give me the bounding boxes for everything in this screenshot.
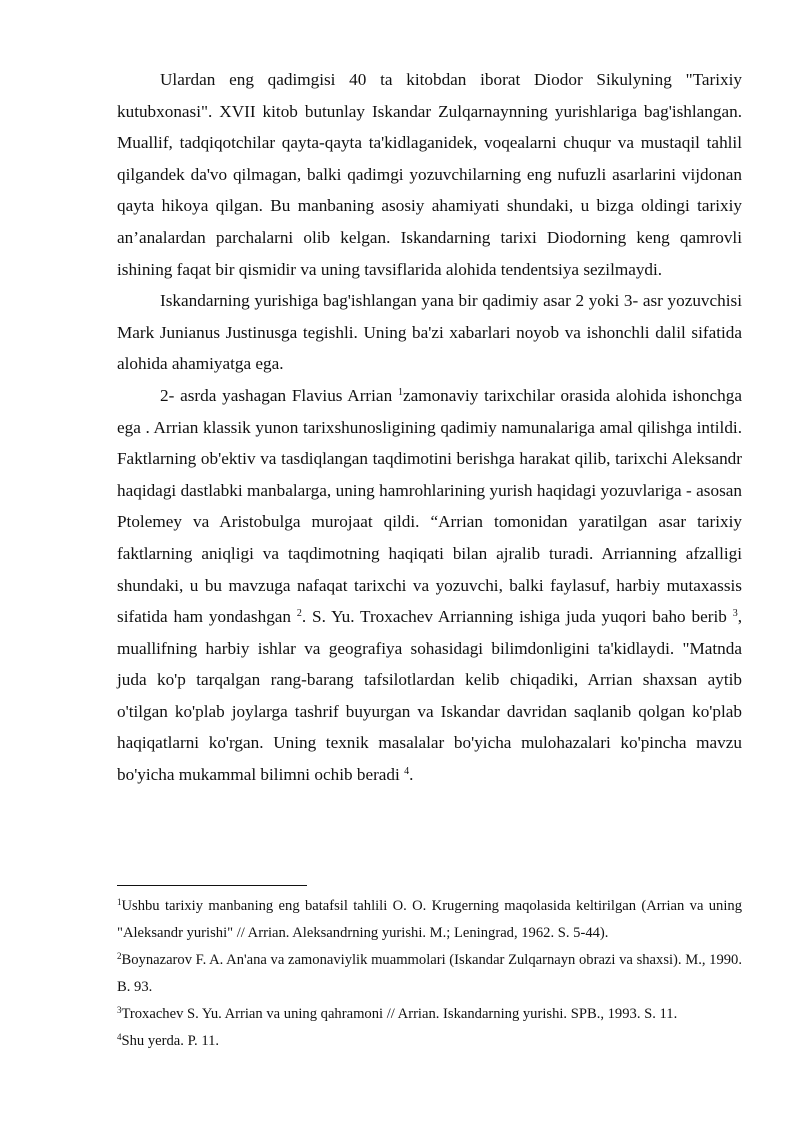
footnote-divider xyxy=(117,885,307,886)
text-run: 2- asrda yashagan Flavius Arrian xyxy=(160,385,398,405)
footnote-ref-1[interactable]: 1 xyxy=(397,386,403,398)
footnote-3 xyxy=(117,1001,742,1028)
text-run: , muallifning harbiy ishlar va geografiya sohasidagi bilimdonligini ta'kidlaydi. "Matnda juda ko'p tarqalgan rang-barang tafsilotlardan kelib chiqadiki, Arrian shaxsan aytib o'tilgan ko'plab joylarga tashrif buyurgan va Iskandar davridan saqlanib qolgan ko'plab haqiqatlarni ko'rgan. Uning texnik masalalar bo'yicha mulohazalari ko'pincha mavzu bo'yicha mukammal bilimni ochib beradi xyxy=(117,607,742,785)
footnote-text: Troxachev S. Yu. Arrian va uning qahramoni // Arrian. Iskandarning yurishi. SPB., 1993. S. 11. xyxy=(121,1006,678,1022)
main-text xyxy=(117,64,742,791)
footnote-ref-2[interactable]: 2 xyxy=(296,608,302,620)
footnote-mark: 4 xyxy=(117,1032,122,1042)
text-run: . S. Yu. Troxachev Arrianning ishiga juda yuqori baho berib xyxy=(301,607,733,627)
footnote-4 xyxy=(117,1028,742,1055)
footnote-mark: 1 xyxy=(117,897,122,907)
footnote-1 xyxy=(117,893,742,947)
footnotes xyxy=(117,893,742,1055)
footnote-text: Shu yerda. P. 11. xyxy=(121,1033,220,1049)
footnote-ref-3[interactable]: 3 xyxy=(732,608,738,620)
footnote-mark: 2 xyxy=(117,951,122,961)
footnote-2 xyxy=(117,947,742,1001)
paragraph-justinus: Iskandarning yurishiga bag'ishlangan yana bir qadimiy asar 2 yoki 3- asr yozuvchisi Mark Junianus Justinusga tegishli. Uning ba'zi xabarlari noyob va ishonchli dalil sifatida alohida ahamiyatga ega. xyxy=(117,291,742,374)
paragraph-diodor: Ulardan eng qadimgisi 40 ta kitobdan iborat Diodor Sikulyning "Tarixiy kutubxonasi". XVII kitob butunlay Iskandar Zulqarnaynning yurishlariga bag'ishlangan. Muallif, tadqiqotchilar qayta-qayta ta'kidlaganidek, voqealarni chuqur va mustaqil tahlil qilgandek da'vo qilmagan, balki qadimgi yozuvchilarning eng nufuzli asarlarini vijdonan qayta hikoya qilgan. Bu manbaning asosiy ahamiyati shundaki, u bizga oldingi tarixiy an’analardan parchalarni olib kelgan. Iskandarning tarixi Diodorning keng qamrovli ishining faqat bir qismidir va uning tavsiflarida alohida tendentsiya sezilmaydi. xyxy=(117,70,742,279)
paragraph-arrian xyxy=(117,380,742,791)
footnote-text: Boynazarov F. A. An'ana va zamonaviylik muammolari (Iskandar Zulqarnayn obrazi va shaxsi). M., 1990. B. 93. xyxy=(117,952,742,995)
footnote-text: Ushbu tarixiy manbaning eng batafsil tahlili O. O. Krugerning maqolasida keltirilgan (Arrian va uning "Aleksandr yurishi" // Arrian. Aleksandrning yurishi. M.; Leningrad, 1962. S. 5-44). xyxy=(117,898,742,941)
footnote-mark: 3 xyxy=(117,1005,122,1015)
text-run: zamonaviy tarixchilar orasida alohida ishonchga ega . Arrian klassik yunon tarixshunosligining qadimiy namunalariga amal qilishga intildi. Faktlarning ob'ektiv va tasdiqlangan taqdimotini berishga harakat qilib, tarixchi Aleksandr haqidagi dastlabki manbalarga, uning hamrohlarining yurish haqidagi yozuvlariga - asosan Ptolemey va Aristobulga murojaat qildi. “Arrian tomonidan yaratilgan asar tarixiy faktlarning aniqligi va taqdimotning haqiqati bilan ajralib turadi. Arrianning afzalligi shundaki, u bu mavzuga nafaqat tarixchi va yozuvchi, balki faylasuf, harbiy mutaxassis sifatida ham yondashgan xyxy=(117,385,742,627)
footnote-ref-4[interactable]: 4 xyxy=(404,766,410,778)
text-run: . xyxy=(409,765,414,785)
